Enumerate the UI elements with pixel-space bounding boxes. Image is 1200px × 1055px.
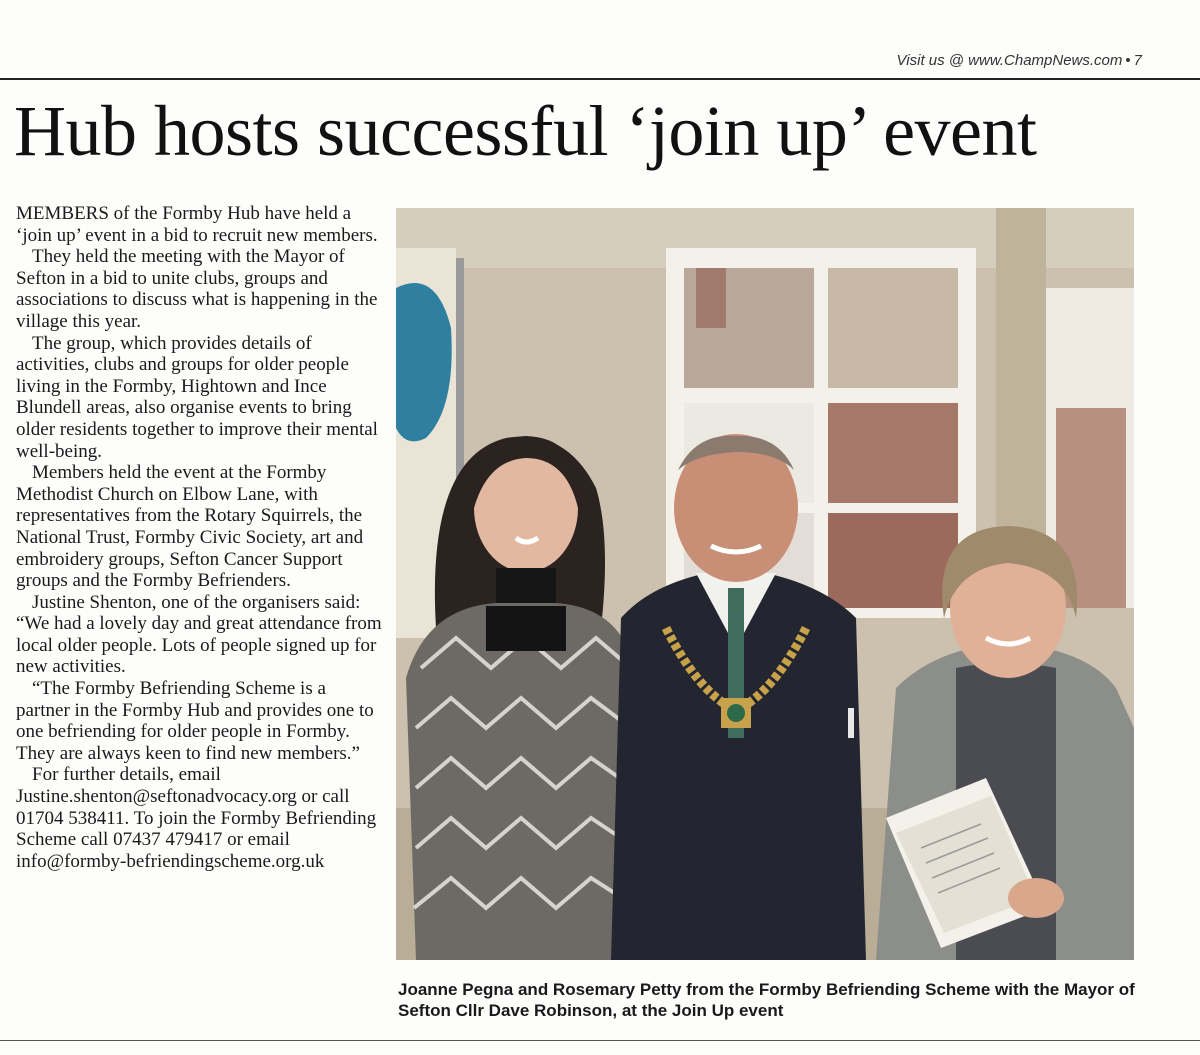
- page-number: 7: [1133, 52, 1142, 69]
- article-paragraph-3: The group, which provides details of activities, clubs and groups for older people living in the Formby, Hightown and Ince Blundell areas, also organise events to bring older residents together to improve their mental well-being.: [16, 332, 378, 462]
- site-label: Visit us @ www.ChampNews.com: [896, 52, 1123, 69]
- photo-caption: Joanne Pegna and Rosemary Petty from the Formby Befriending Scheme with the Mayor of Sefton Cllr Dave Robinson, at the Join Up event: [398, 980, 1135, 1020]
- article-paragraph-5: Justine Shenton, one of the organisers said: “We had a lovely day and great attendance from local older people. Lots of people signed up for new activities.: [16, 591, 382, 678]
- article-body: [16, 203, 382, 872]
- lead-word: MEMBERS: [16, 203, 109, 224]
- event-photo: [396, 208, 1134, 960]
- bullet-separator: •: [1125, 52, 1131, 69]
- article-paragraph-6: “The Formby Befriending Scheme is a partner in the Formby Hub and provides one to one befriending for older people in Formby. They are always keen to find new members.”: [16, 678, 374, 764]
- article-paragraph-1: MEMBERS of the Formby Hub have held a ‘join up’ event in a bid to recruit new members.: [16, 203, 378, 246]
- article-paragraph-4: Members held the event at the Formby Methodist Church on Elbow Lane, with representatives from the Rotary Squirrels, the National Trust, Formby Civic Society, art and embroidery groups, Sefton Cancer Support groups and the Formby Befrienders.: [16, 462, 364, 592]
- article-paragraph-2: They held the meeting with the Mayor of Sefton in a bid to unite clubs, groups and associations to discuss what is happening in the village this year.: [16, 246, 378, 332]
- header-rule: [0, 78, 1200, 80]
- event-photo-illustration: [396, 208, 1134, 960]
- page-header: [897, 52, 1142, 69]
- footer-rule: [0, 1040, 1200, 1041]
- article-paragraph-7: For further details, email Justine.shenton@seftonadvocacy.org or call 01704 538411. To join the Formby Befriending Scheme call 07437 479417 or email info@formby-befriendingscheme.org.uk: [16, 764, 377, 872]
- headline: Hub hosts successful ‘join up’ event: [14, 91, 1037, 171]
